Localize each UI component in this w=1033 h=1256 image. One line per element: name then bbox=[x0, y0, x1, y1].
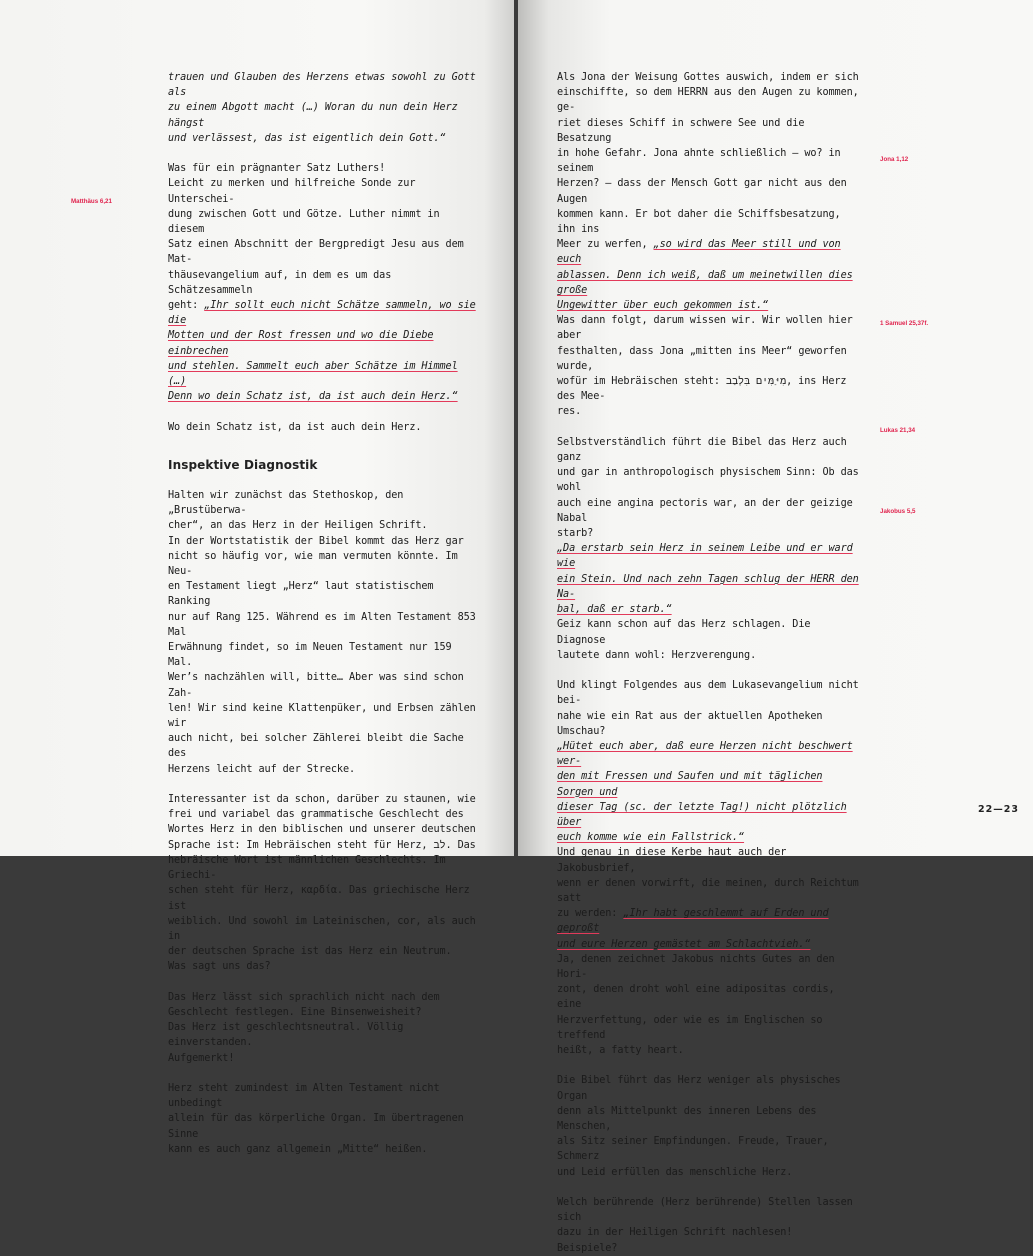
margin-reference: Jona 1,12 bbox=[880, 156, 909, 163]
james-quote: „Ihr habt geschlemmt auf Erden und geproßt und eure Herzen gemästet am Schlachtvieh.“ bbox=[557, 908, 829, 950]
section-heading: Inspektive Diagnostik bbox=[168, 457, 318, 472]
paragraph-statistics: Halten wir zunächst das Stethoskop, den „Brustüberwa- cher“, an das Herz in der Heiligen Schrift. In der Wortstatistik der Bibel kommt das Herz gar nicht so häufig vor, wie man vermuten könnte. Im Neu- en Testament liegt „Herz“ laut statistischem Ranking nur auf Rang 125. Während es im Alten Testament 853 Mal Erwähnung findet, so im Neuen Testament nur 159 Mal. Wer’s nachzählen will, bitte… Aber was sind schon Zah- len! Wir sind keine Klattenpüker, und Erbsen zählen wir auch nicht, bei solcher Zählerei bleibt die Sache des Herzens leicht auf der Strecke. bbox=[168, 490, 476, 775]
left-text-column bbox=[168, 70, 478, 1157]
right-page bbox=[518, 0, 1033, 1254]
paragraph-grammar: Interessanter ist da schon, darüber zu staunen, wie frei und variabel das grammatische Geschlecht des Wortes Herz in den biblischen und unserer deutschen Sprache ist: Im Hebräischen steht für Herz, לב. Das hebräische Wort ist männlichen Geschlechts. Im Griechi- schen steht für Herz, καρδία. Das griechische Herz ist weiblich. Und sowohl im Lateinischen, cor, als auch in der deutschen Sprache ist das Herz ein Neutrum. Was sagt uns das? bbox=[168, 794, 476, 973]
paragraph-nabal: Selbstverständlich führt die Bibel das Herz auch ganz und gar in anthropologisch physischem Sinn: Ob das wohl auch eine angina pectoris war, an der der geizige Nabal starb? „Da erstarb sein Herz in seinem Leibe und er ward wie ein Stein. Und nach zehn Tagen schlug der HERR den Na- bal, daß er starb.“ Geiz kann schon auf das Herz schlagen. Die Diagnose lautete dann wohl: Herzverengung. bbox=[557, 436, 859, 661]
paragraph-luther-comment: Was für ein prägnanter Satz Luthers! Leicht zu merken und hilfreiche Sonde zur Unterschei- dung zwischen Gott und Götze. Luther nimmt in diesem Satz einen Abschnitt der Bergpredigt Jesu aus dem Mat- thäusevangelium auf, in dem es um das Schätzesammeln geht: „Ihr sollt euch nicht Schätze sammeln, wo sie die Motten und der Rost fressen und wo die Diebe einbrechen und stehlen. Sammelt euch aber Schätze im Himmel (…) Denn wo dein Schatz ist, da ist auch dein Herz.“ bbox=[168, 163, 476, 403]
margin-reference: 1 Samuel 25,37f. bbox=[880, 320, 929, 327]
paragraph-inner-life: Die Bibel führt das Herz weniger als physisches Organ denn als Mittelpunkt des inneren Lebens des Menschen, als Sitz seiner Empfindungen. Freude, Trauer, Schmerz und Leid erfüllen das menschliche Herz. bbox=[557, 1075, 841, 1178]
margin-reference: Lukas 21,34 bbox=[880, 427, 916, 434]
luther-quote-end: trauen und Glauben des Herzens etwas sowohl zu Gott als zu einem Abgott macht (…) Woran du nun dein Herz hängst und verlässest, das ist eigentlich dein Gott.“ bbox=[168, 72, 476, 144]
paragraph-treasure: Wo dein Schatz ist, da ist auch dein Herz. bbox=[168, 421, 422, 433]
margin-reference: Matthäus 6,21 bbox=[71, 198, 112, 205]
paragraph-neutral: Das Herz lässt sich sprachlich nicht nach dem Geschlecht festlegen. Eine Binsenweisheit? Das Herz ist geschlechtsneutral. Völlig einverstanden. Aufgemerkt! bbox=[168, 991, 440, 1064]
samuel-quote: „Da erstarb sein Herz in seinem Leibe und er ward wie ein Stein. Und nach zehn Tagen schlug der HERR den Na- bal, daß er starb.“ bbox=[557, 543, 859, 616]
luke-quote: „Hütet euch aber, daß eure Herzen nicht beschwert wer- den mit Fressen und Saufen und mit täglichen Sorgen und dieser Tag (sc. der letzte Tag!) nicht plötzlich über euch komme wie ein Fallstrick.“ bbox=[557, 740, 853, 844]
page-number: 22—23 bbox=[978, 804, 1019, 815]
paragraph-middle: Herz steht zumindest im Alten Testament nicht unbedingt allein für das körperliche Organ. Im übertragenen Sinne kann es auch ganz allgemein „Mitte“ heißen. bbox=[168, 1082, 464, 1155]
paragraph-luke-james: Und klingt Folgendes aus dem Lukasevangelium nicht bei- nahe wie ein Rat aus der aktuellen Apotheken Umschau? „Hütet euch aber, daß eure Herzen nicht beschwert wer- den mit Fressen und Saufen und mit täglichen Sorgen und dieser Tag (sc. der letzte Tag!) nicht plötzlich über euch komme wie ein Fallstrick.“ Und genau in diese Kerbe haut auch der Jakobusbrief, wenn er denen vorwirft, die meinen, durch Reichtum satt zu werden: „Ihr habt geschlemmt auf Erden und geproßt und eure Herzen gemästet am Schlachtvieh.“ Ja, denen zeichnet Jakobus nichts Gutes an den Hori- zont, denen droht wohl eine adipositas cordis, eine Herzverfettung, oder wie es im Englischen so treffend heißt, a fatty heart. bbox=[557, 680, 859, 1056]
left-page bbox=[0, 0, 515, 1155]
matthew-quote: „Ihr sollt euch nicht Schätze sammeln, wo sie die Motten und der Rost fressen und wo die Diebe einbrechen und stehlen. Sammelt euch aber Schätze im Himmel (…) Denn wo dein Schatz ist, da ist auch dein Herz.“ bbox=[168, 300, 476, 403]
margin-reference: Jakobus 5,5 bbox=[880, 508, 916, 515]
right-text-column bbox=[557, 70, 862, 1256]
paragraph-jona: Als Jona der Weisung Gottes auswich, indem er sich einschiffte, so dem HERRN aus den Augen zu kommen, ge- riet dieses Schiff in schwere See und die Besatzung in hohe Gefahr. Jona ahnte schließlich – wo? in seinem Herzen? – dass der Mensch Gott gar nicht aus den Augen kommen kann. Er bot daher die Schiffsbesatzung, ihn ins Meer zu werfen, „so wird das Meer still und von euch ablassen. Denn ich weiß, daß um meinetwillen dies große Ungewitter über euch gekommen ist.“ Was dann folgt, darum wissen wir. Wir wollen hier aber festhalten, dass Jona „mitten ins Meer“ geworfen wurde, wofür im Hebräischen steht: מִיַּמִּים בִּלְבַב, ins Herz des Mee- res. bbox=[557, 72, 859, 418]
jona-quote: „so wird das Meer still und von euch ablassen. Denn ich weiß, daß um meinetwillen dies große Ungewitter über euch gekommen ist.“ bbox=[557, 239, 853, 312]
paragraph-examples: Welch berührende (Herz berührende) Stellen lassen sich dazu in der Heiligen Schrift nachlesen! Beispiele? bbox=[557, 1196, 853, 1254]
